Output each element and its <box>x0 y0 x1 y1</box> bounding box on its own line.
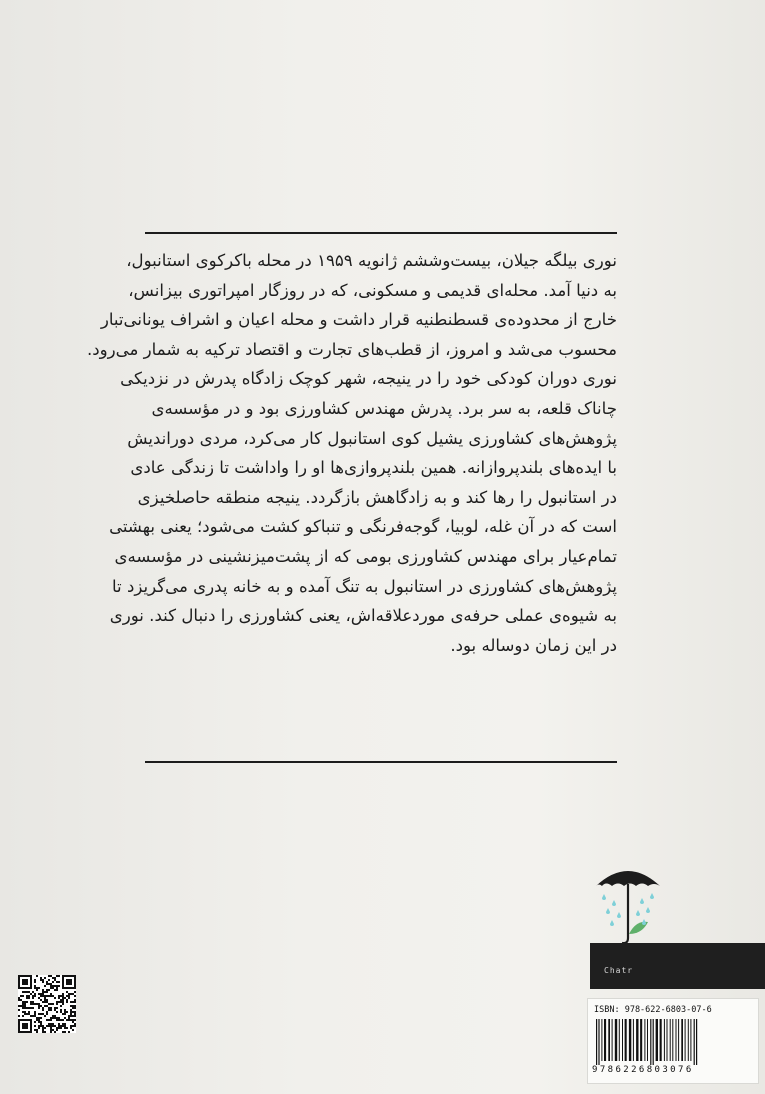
blurb-line: در استانبول را رها کند و به زادگاهش بازگردد. ینیجه منطقه حاصلخیزی <box>137 487 617 507</box>
publisher-name: Chatr <box>604 966 634 975</box>
blurb-line: به دنیا آمد. محله‌ای قدیمی و مسکونی، که در روزگار امپراتوری بیزانس، <box>128 280 617 300</box>
blurb-line: در این زمان دوساله بود. <box>450 635 617 655</box>
blurb-line: پژوهش‌های کشاورزی در استانبول به تنگ آمده و به خانه پدری می‌گریزد تا <box>112 576 617 596</box>
barcode-number: 9786226803076 <box>592 1065 694 1075</box>
blurb-line: تمام‌عیار برای مهندس کشاورزی بومی که از پشت‌میزنشینی در مؤسسه‌ی <box>114 546 617 566</box>
isbn-text: ISBN: 978-622-6803-07-6 <box>594 1005 712 1015</box>
blurb-line: پژوهش‌های کشاورزی یشیل کوی استانبول کار می‌کرد، مردی دوراندیش <box>127 428 617 448</box>
barcode-bars <box>594 1019 752 1065</box>
blurb-line: محسوب می‌شد و امروز، از قطب‌های تجارت و اقتصاد ترکیه به شمار می‌رود. <box>86 339 617 359</box>
blurb-line: نوری دوران کودکی خود را در ینیجه، شهر کوچک زادگاه پدرش در نزدیکی <box>120 369 617 389</box>
umbrella-rain-icon <box>588 860 668 945</box>
blurb-line: نوری بیلگه جیلان، بیست‌وششم ژانویه ۱۹۵۹ در محله باکرکوی استانبول، <box>126 251 617 270</box>
blurb-line: با ایده‌های بلندپروازانه. همین بلندپروازی‌ها او را واداشت تا زندگی عادی <box>130 458 617 478</box>
blurb-line: به شیوه‌ی عملی حرفه‌ی موردعلاقه‌اش، یعنی کشاورزی را دنبال کند. نوری <box>109 606 617 626</box>
isbn-barcode <box>587 998 759 1084</box>
top-divider <box>145 232 617 234</box>
blurb-line: است که در آن غله، لوبیا، گوجه‌فرنگی و تنباکو کشت می‌شود؛ یعنی بهشتی <box>109 517 617 537</box>
blurb-line: چاناک قلعه، به سر برد. پدرش مهندس کشاورزی بود و در مؤسسه‌ی <box>151 398 617 418</box>
book-blurb <box>86 246 617 660</box>
publisher-band <box>590 943 765 989</box>
qr-code-icon <box>18 975 76 1033</box>
bottom-divider <box>145 761 617 763</box>
blurb-line: خارج از محدوده‌ی قسطنطنیه قرار داشت و محله اعیان و اشراف یونانی‌تبار <box>100 310 617 330</box>
